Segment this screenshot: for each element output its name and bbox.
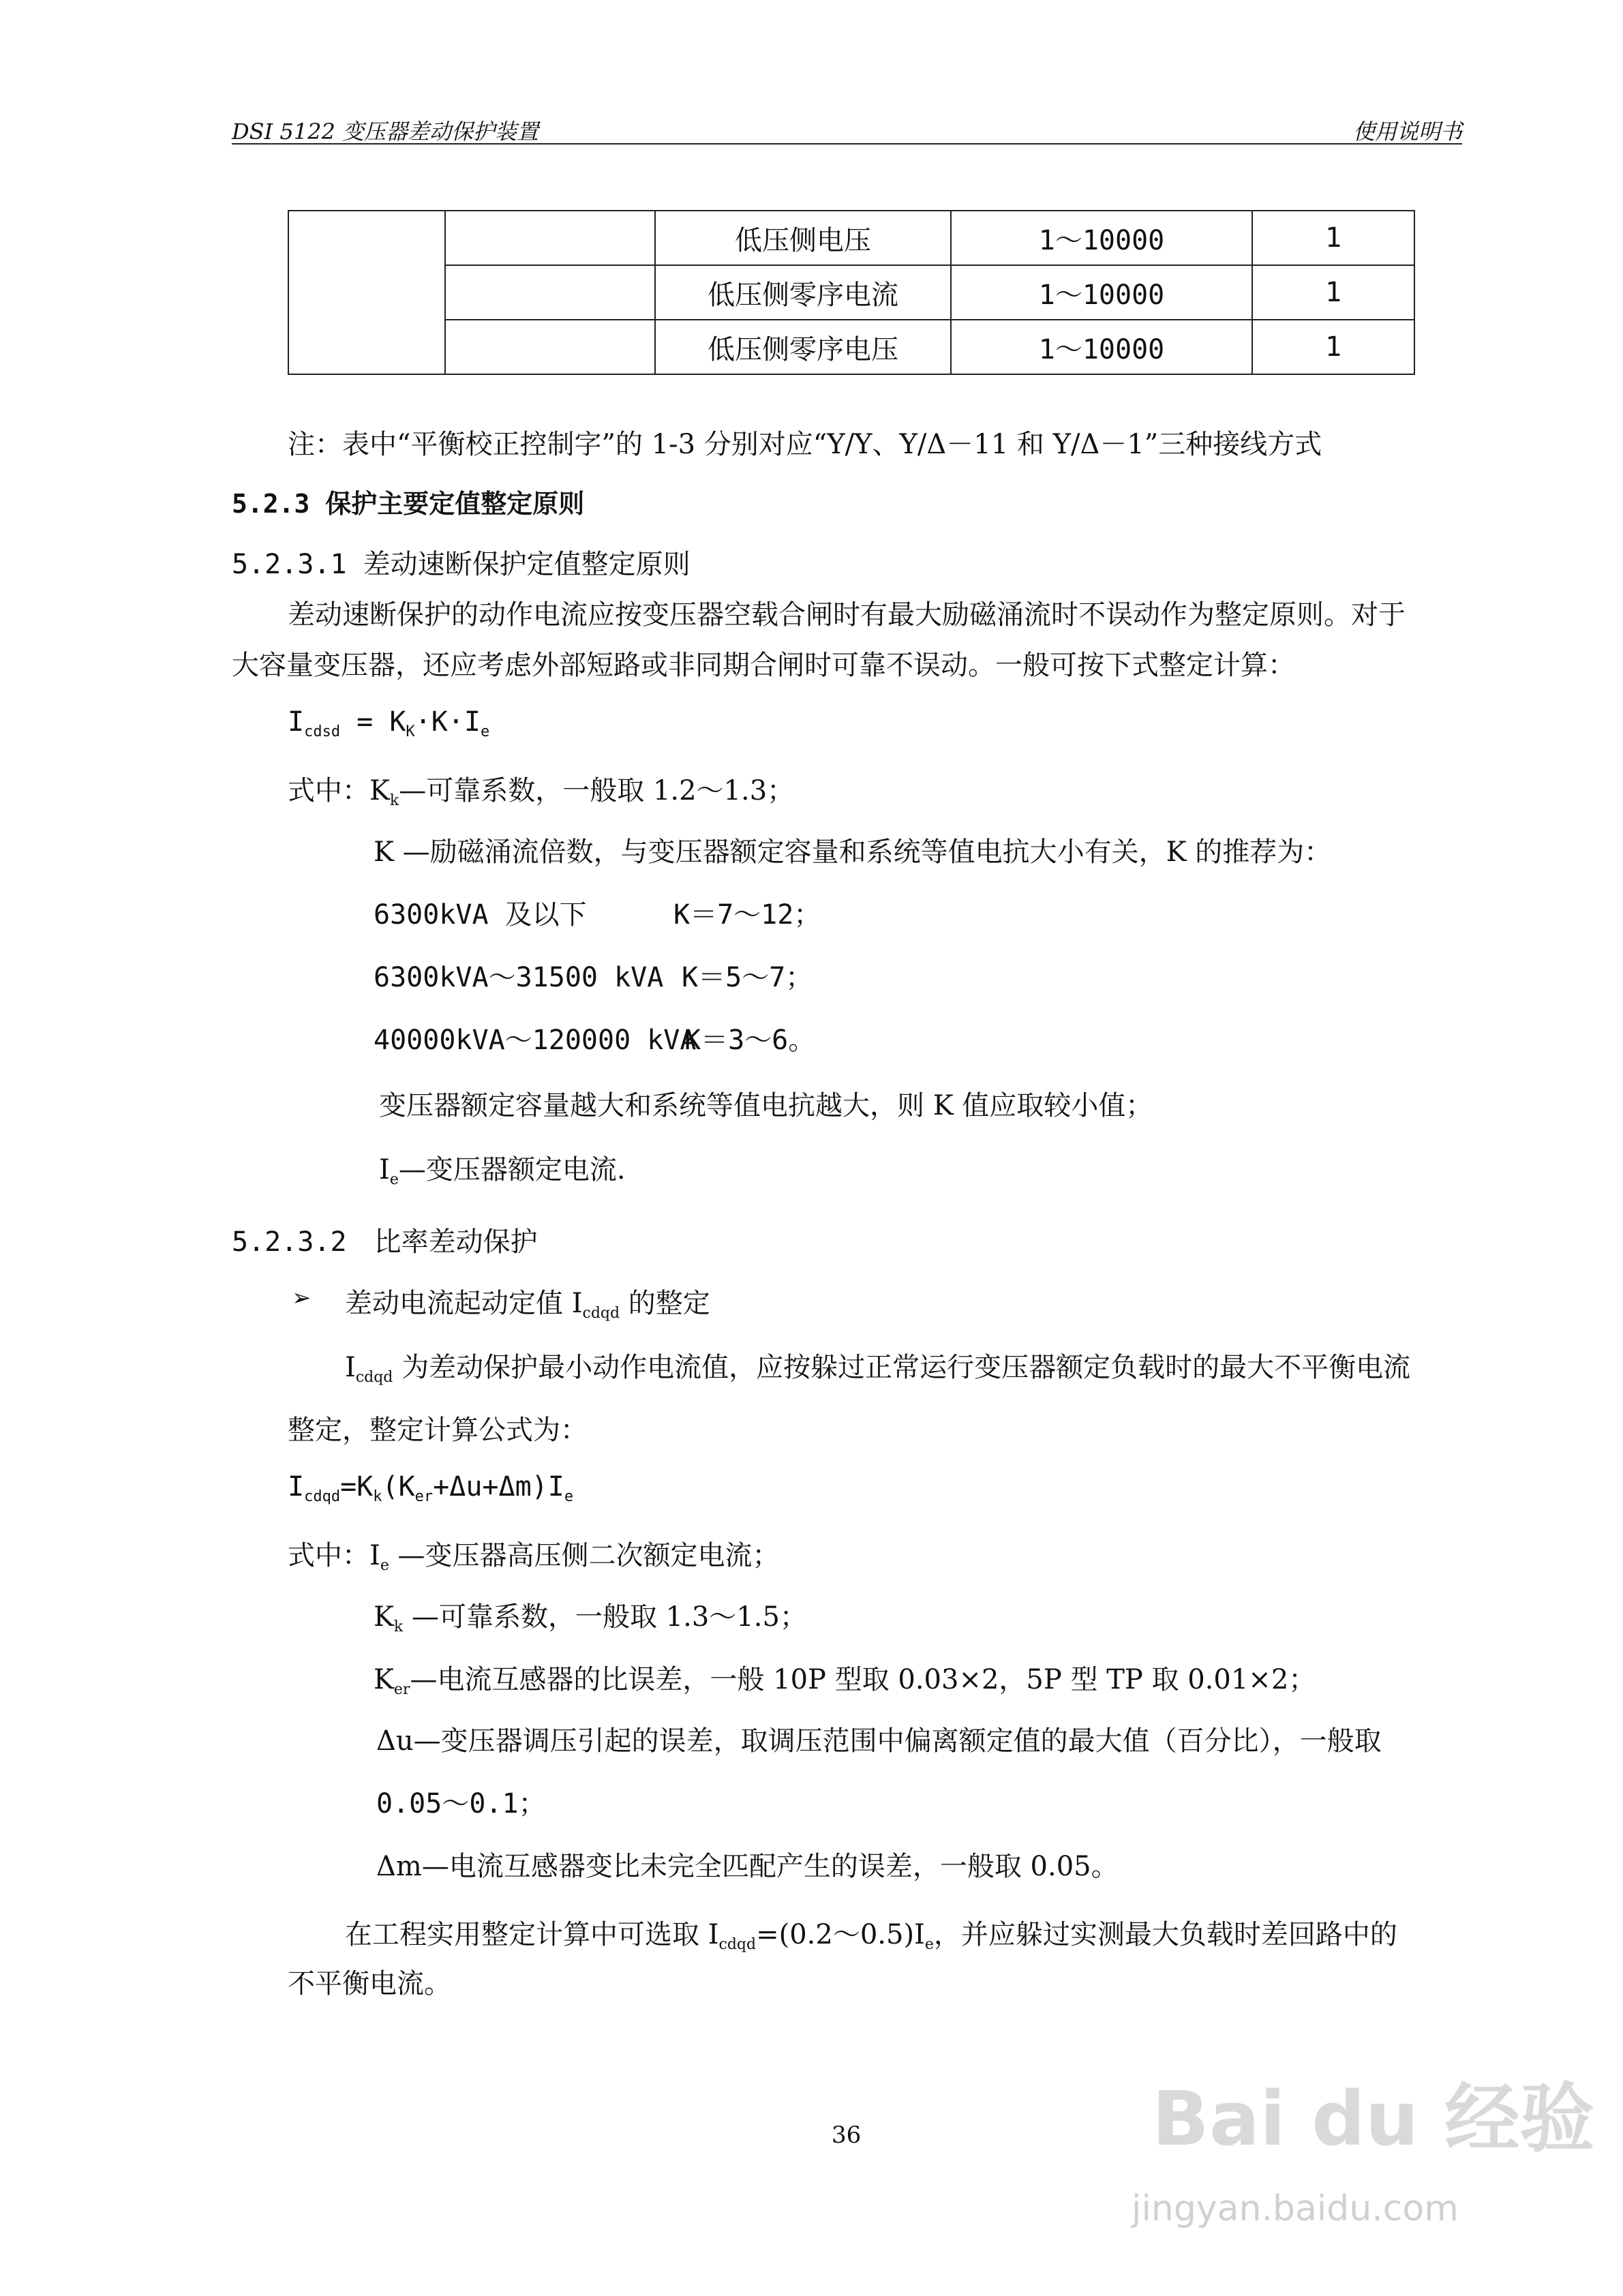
table-row (288, 265, 1414, 320)
table-note: 注：表中“平衡校正控制字”的 1-3 分别对应“Y/Y、Y/Δ－11 和 Y/Δ－1”三种接线方式 (288, 429, 1322, 460)
table-cell-empty (445, 265, 655, 320)
arrowhead-bullet-icon: ➢ (292, 1284, 312, 1312)
section-5-2-3-title: 5.2.3 保护主要定值整定原则 (232, 489, 585, 519)
section-5-2-3-2-title: 5.2.3.2 比率差动保护 (232, 1226, 538, 1258)
page-number: 36 (832, 2121, 862, 2149)
formula-icdsd: $I_{cdsd} = K_K\cdot K\cdot I_e$ (288, 706, 490, 740)
definition-kk: 式中：$K_k—$可靠系数，一般取 1.2～1.3； (288, 775, 795, 809)
table-row (288, 320, 1414, 374)
paragraph-line: 不平衡电流。 (288, 1968, 451, 1999)
header-rule (232, 143, 1462, 145)
table-row (288, 211, 1414, 265)
table-cell-name: 低压侧零序电流 (655, 265, 951, 320)
definition-k: K —励磁涌流倍数，与变压器额定容量和系统等值电抗大小有关，K 的推荐为： (374, 836, 1332, 868)
table-cell-empty (445, 211, 655, 265)
paragraph-line: 整定，整定计算公式为： (288, 1415, 588, 1446)
settings-table (288, 210, 1415, 375)
paragraph-line: 大容量变压器，还应考虑外部短路或非同期合闸时可靠不误动。一般可按下式整定计算： (232, 650, 1295, 681)
paragraph-line: $I_{cdqd}$ 为差动保护最小动作电流值，应按躲过正常运行变压器额定负载时的最大不平衡电流 (345, 1352, 1411, 1386)
definition-ker: $K_{er}—$电流互感器的比误差，一般 10P 型取 0.03×2，5P 型 TP 取 0.01×2； (374, 1664, 1316, 1698)
recommendation-capacity: 6300kVA～31500 kVA (374, 962, 664, 993)
recommendation-value: K＝3～6。 (684, 1025, 816, 1056)
recommendation-capacity: 40000kVA～120000 kVA (374, 1025, 697, 1056)
bullet-text: 差动电流起动定值 $I_{cdqd}$ 的整定 (345, 1288, 710, 1322)
k-note: 变压器额定容量越大和系统等值电抗越大，则 K 值应取较小值； (379, 1090, 1153, 1121)
recommendation-value: K＝5～7； (682, 962, 813, 993)
definition-dm: Δm—电流互感器变比未完全匹配产生的误差，一般取 0.05。 (376, 1851, 1119, 1882)
recommendation-value: K＝7～12； (673, 899, 821, 931)
definition-ie: $I_e—$变压器额定电流. (379, 1154, 626, 1188)
formula-icdqd: $I_{cdqd}=K_k(K_{er}+\Delta u+\Delta m)I_e$ (288, 1471, 574, 1505)
table-cell-name: 低压侧零序电压 (655, 320, 951, 374)
definition-du: Δu—变压器调压引起的误差，取调压范围中偏离额定值的最大值（百分比），一般取 (376, 1725, 1382, 1757)
definition-du-range: 0.05～0.1； (376, 1788, 546, 1819)
header-right: 使用说明书 (1352, 119, 1462, 145)
baidu-watermark-logo: Bai du 经验 (1152, 2075, 1595, 2162)
table-cell-range: 1～10000 (951, 211, 1252, 265)
table-cell-empty (288, 211, 445, 374)
section-5-2-3-1-title: 5.2.3.1 差动速断保护定值整定原则 (232, 549, 691, 580)
recommendation-capacity: 6300kVA 及以下 (374, 899, 587, 931)
table-cell-range: 1～10000 (951, 320, 1252, 374)
paragraph-line: 差动速断保护的动作电流应按变压器空载合闸时有最大励磁涌流时不误动作为整定原则。对于 (288, 599, 1406, 631)
table-cell-empty (445, 320, 655, 374)
baidu-watermark-url: jingyan.baidu.com (1132, 2188, 1459, 2229)
table-cell-range: 1～10000 (951, 265, 1252, 320)
table-cell-step: 1 (1252, 211, 1414, 265)
header-left: DSI 5122 变压器差动保护装置 (232, 119, 539, 145)
table-cell-step: 1 (1252, 320, 1414, 374)
table-cell-step: 1 (1252, 265, 1414, 320)
paragraph-line: 在工程实用整定计算中可选取 $I_{cdqd}=(0.2\sim 0.5)I_e$，并应躲过实测最大负载时差回路中的 (345, 1919, 1397, 1953)
definition-kk: $K_k$ —可靠系数，一般取 1.3～1.5； (374, 1601, 807, 1635)
definition-ie: 式中：$I_e$ —变压器高压侧二次额定电流； (288, 1540, 780, 1574)
table-cell-name: 低压侧电压 (655, 211, 951, 265)
